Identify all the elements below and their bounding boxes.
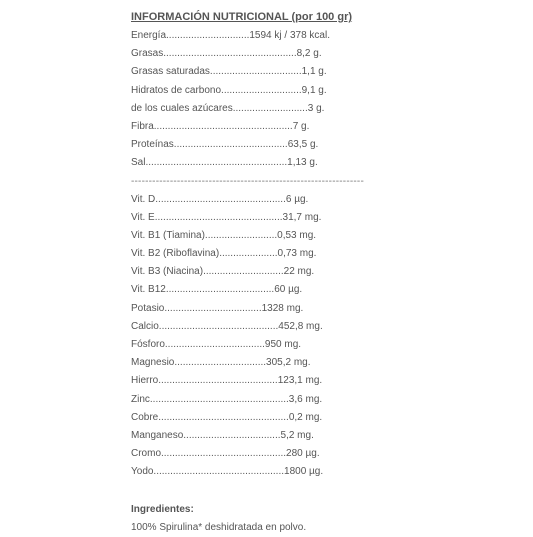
nutrient-row: Hidratos de carbono.............................9,1 g. — [131, 84, 327, 96]
micronutrient-row: Vit. D...............................................6 µg. — [131, 193, 309, 205]
micronutrient-row: Vit. B1 (Tiamina)..........................0,53 mg. — [131, 229, 317, 241]
nutrition-title: INFORMACIÓN NUTRICIONAL (por 100 gr) — [131, 11, 353, 23]
nutrient-row: Grasas................................................8,2 g. — [131, 48, 322, 60]
micronutrient-row: Fósforo....................................950 mg. — [131, 339, 302, 350]
micronutrient-row: Vit. B12.......................................60 µg. — [131, 284, 303, 296]
nutrient-row: Energía..............................1594 kj / 378 kcal. — [131, 30, 330, 41]
nutrient-row: Grasas saturadas.................................1,1 g. — [131, 66, 327, 78]
nutrient-row: de los cuales azúcares...........................3 g. — [131, 102, 325, 114]
nutrient-row: Fibra..................................................7 g. — [131, 120, 310, 132]
ingredients-text: 100% Spirulina* deshidratada en polvo. — [131, 521, 307, 533]
nutrient-row: Sal...................................................1,13 g. — [131, 157, 318, 169]
micronutrient-row: Cromo.............................................280 µg. — [131, 448, 320, 460]
micronutrient-row: Vit. B2 (Riboflavina).....................0,73 mg. — [131, 248, 317, 260]
micronutrient-row: Magnesio.................................305,2 mg. — [131, 357, 311, 369]
micronutrient-row: Cobre...............................................0,2 mg. — [131, 411, 323, 423]
spacer — [131, 482, 533, 501]
nutrients-list — [131, 27, 533, 173]
micronutrient-row: Calcio...........................................452,8 mg. — [131, 320, 323, 332]
nutrient-row: Proteínas.........................................63,5 g. — [131, 139, 319, 151]
micronutrient-row: Zinc..................................................3,6 mg. — [131, 393, 323, 405]
micronutrient-row: Manganeso...................................5,2 mg. — [131, 429, 314, 441]
micronutrient-row: Potasio...................................1328 mg. — [131, 302, 304, 314]
micronutrient-row: Vit. E..............................................31,7 mg. — [131, 211, 322, 223]
section-separator: ------------------------------------------------------------------ — [131, 175, 364, 187]
micronutrient-row: Yodo...............................................1800 µg. — [131, 466, 324, 478]
micronutrient-row: Hierro...........................................123,1 mg. — [131, 375, 323, 387]
ingredients-heading: Ingredientes: — [131, 503, 194, 515]
micronutrient-row: Vit. B3 (Niacina).............................22 mg. — [131, 266, 315, 278]
micronutrients-list — [131, 191, 533, 482]
